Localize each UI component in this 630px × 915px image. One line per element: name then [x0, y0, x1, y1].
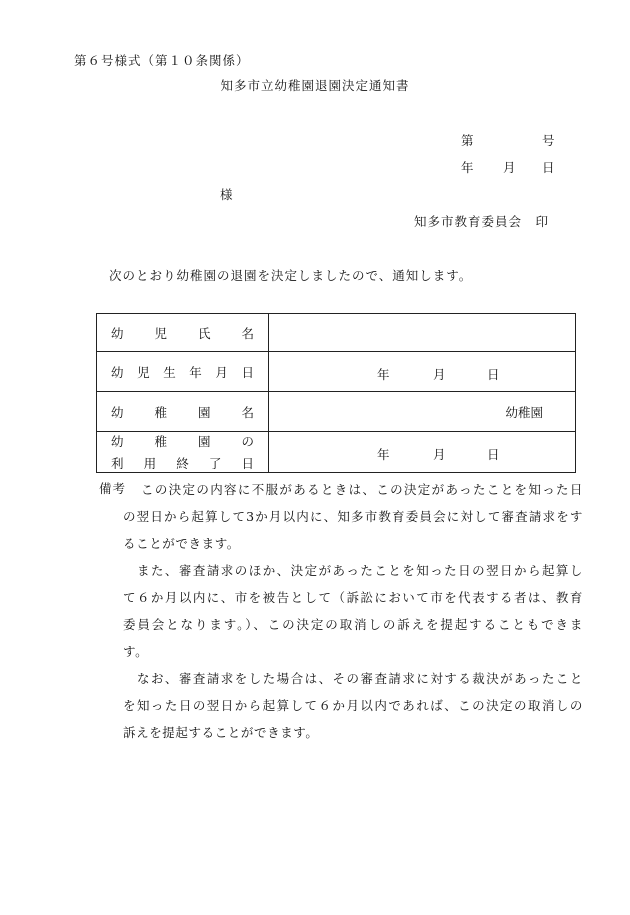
remarks-line: この決定の内容に不服があるときは、この決定があったことを知った日	[141, 482, 583, 497]
label-chars: 幼 児 生 年 月 日	[111, 364, 254, 380]
label-line-2: 利 用 終 了 日	[111, 456, 254, 471]
remarks-line: なお、審査請求をした場合は、その審査請求に対する裁決があったこと	[123, 671, 583, 686]
remarks-paragraph-3	[123, 665, 583, 746]
table-row-child-name	[97, 314, 576, 352]
remarks-label: 備考	[99, 481, 127, 496]
table-row-kindergarten-name	[97, 392, 576, 432]
remarks-line: を知った日の翌日から起算して６か月以内であれば、この決定の取消しの	[123, 698, 583, 713]
remarks-line: ることができます。	[123, 536, 240, 551]
end-date-fields	[269, 445, 575, 462]
value-end-date[interactable]	[269, 432, 576, 473]
birth-month-label: 月	[433, 366, 446, 382]
document-number-suffix: 号	[542, 133, 555, 148]
remarks-line: の翌日から起算して3か月以内に、知多市教育委員会に対して審査請求をす	[123, 509, 583, 524]
kindergarten-suffix: 幼稚園	[505, 404, 543, 420]
end-year-label: 年	[377, 447, 390, 462]
label-child-name	[97, 314, 269, 352]
issue-date-year: 年	[461, 160, 474, 175]
label-chars: 幼 稚 園 名	[111, 404, 254, 420]
remarks-line: て６か月以内に、市を被告として（訴訟において市を代表する者は、教育	[123, 590, 583, 605]
issue-date-day: 日	[542, 160, 555, 175]
label-line-1: 幼 稚 園 の	[111, 434, 254, 449]
remarks-line: 訴えを提起することができます。	[123, 725, 319, 740]
issuer-name: 知多市教育委員会 印	[414, 214, 550, 229]
birth-day-label: 日	[487, 366, 500, 382]
remarks-line: す。	[123, 644, 149, 659]
label-two-lines	[111, 432, 254, 472]
label-birth-date	[97, 352, 269, 392]
addressee-honorific: 様	[220, 187, 233, 202]
label-chars: 幼 児 氏 名	[111, 325, 254, 341]
document-number-prefix: 第	[461, 133, 474, 148]
document-title: 知多市立幼稚園退園決定通知書	[220, 78, 410, 93]
value-kindergarten-name[interactable]	[269, 392, 576, 432]
remarks-paragraph-2	[123, 557, 583, 665]
birth-year-label: 年	[377, 366, 390, 382]
table-row-birth-date	[97, 352, 576, 392]
remarks-line: また、審査請求のほか、決定があったことを知った日の翌日から起算し	[123, 563, 583, 578]
notice-body: 次のとおり幼稚園の退園を決定しましたので、通知します。	[109, 268, 473, 283]
form-number: 第６号様式（第１０条関係）	[74, 53, 250, 68]
label-kindergarten-name	[97, 392, 269, 432]
value-birth-date[interactable]	[269, 352, 576, 392]
remarks-line: 委員会となります。）、この決定の取消しの訴えを提起することもできま	[123, 617, 583, 632]
table-row-end-date	[97, 432, 576, 473]
birth-date-fields	[269, 365, 575, 382]
issue-date-month: 月	[503, 160, 516, 175]
value-child-name[interactable]	[269, 314, 576, 352]
info-table	[96, 313, 576, 473]
end-month-label: 月	[433, 447, 446, 462]
label-end-date	[97, 432, 269, 473]
remarks-paragraph-1	[123, 476, 583, 557]
end-day-label: 日	[487, 447, 500, 462]
